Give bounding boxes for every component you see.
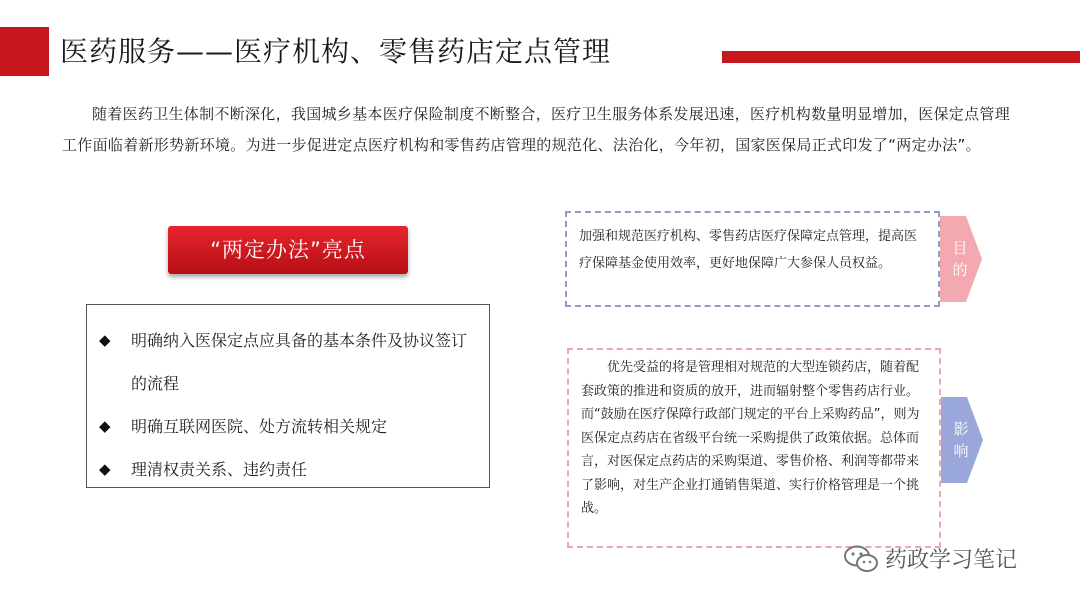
highlight-point-text: 明确纳入医保定点应具备的基本条件及协议签订的流程 [131,331,468,393]
purpose-tag-label: 目的 [952,239,968,279]
highlights-points-box [86,304,490,488]
watermark [843,543,1017,574]
highlight-point [97,319,479,405]
impact-tag-label: 影响 [953,420,969,460]
diamond-bullet-icon: ◆ [99,417,111,435]
highlight-point-text: 理清权责关系、违约责任 [131,460,308,479]
impact-box: 优先受益的将是管理相对规范的大型连锁药店，随着配套政策的推进和资质的放开，进而辐射整个零售药店行业。而“鼓励在医疗保障行政部门规定的平台上采购药品”，则为医保定点药店在省级平台统一采购提供了政策依据。总体而言，对医保定点药店的采购渠道、零售价格、利润等都带来了影响，对生产企业打通销售渠道、实行价格管理是一个挑战。 [567,348,941,548]
title-accent-block [0,27,49,76]
highlight-point [97,448,479,491]
title-accent-bar [722,51,1080,63]
wechat-icon [843,544,879,574]
highlights-label-button[interactable]: “两定办法”亮点 [168,226,408,274]
purpose-tag [940,216,984,302]
highlight-point [97,405,479,448]
watermark-text: 药政学习笔记 [885,548,1018,573]
impact-tag [941,397,985,483]
purpose-box: 加强和规范医疗机构、零售药店医疗保障定点管理，提高医疗保障基金使用效率，更好地保障广大参保人员权益。 [565,211,940,307]
diamond-bullet-icon: ◆ [99,460,111,478]
intro-paragraph: 随着医药卫生体制不断深化，我国城乡基本医疗保险制度不断整合，医疗卫生服务体系发展迅速，医疗机构数量明显增加，医保定点管理工作面临着新形势新环境。为进一步促进定点医疗机构和零售药店管理的规范化、法治化，今年初，国家医保局正式印发了“两定办法”。 [62,105,1011,154]
diamond-bullet-icon: ◆ [99,331,111,349]
page-title: 医药服务——医疗机构、零售药店定点管理 [60,35,612,68]
highlight-point-text: 明确互联网医院、处方流转相关规定 [131,417,388,436]
